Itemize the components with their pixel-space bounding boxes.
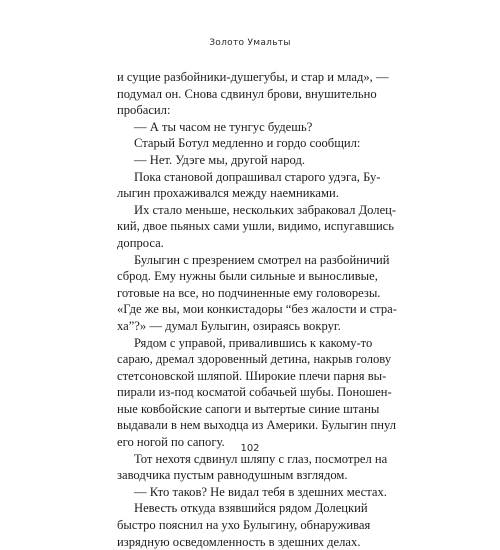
text-line: кий, двое пьяных сами ушли, видимо, испугавшись (117, 219, 395, 234)
text-line: стетсоновской шляпой. Широкие плечи парня вы- (117, 368, 387, 383)
text-line: лыгин прохаживался между наемниками. (117, 186, 339, 201)
text-line: Пока становой допрашивал старого удэга, Бу- (134, 169, 381, 184)
text-line: «Где же вы, мои конкистадоры “без жалости и стра- (117, 302, 397, 317)
text-line: сараю, дремал здоровенный детина, накрыв голову (117, 352, 392, 367)
text-line: сброд. Ему нужны были сильные и выносливые, (117, 269, 378, 284)
text-line: готовые на все, но подчиненные ему головорезы. (117, 285, 381, 300)
text-line: ха”?» — думал Булыгин, озираясь вокруг. (117, 318, 341, 333)
text-line: его ногой по сапогу. (117, 435, 225, 450)
text-line: Старый Ботул медленно и гордо сообщил: (134, 136, 361, 151)
text-line: допроса. (117, 235, 164, 250)
text-line: Рядом с управой, привалившись к какому-то (134, 335, 373, 350)
text-line: подумал он. Снова сдвинул брови, внушительно (117, 86, 377, 101)
text-line: пирали из-под косматой собачьей шубы. Поношен- (117, 385, 392, 400)
text-line: Булыгин с презрением смотрел на разбойничий (134, 252, 390, 267)
text-line: заводчика пустым равнодушным взглядом. (117, 468, 348, 483)
text-line: Тот нехотя сдвинул шляпу с глаз, посмотрел на (134, 451, 388, 466)
text-line: выдавали в нем выходца из Америки. Булыгин пнул (117, 418, 397, 433)
text-line: — А ты часом не тунгус будешь? (134, 119, 313, 134)
text-line: Их стало меньше, нескольких забраковал Долец- (134, 202, 397, 217)
text-line: — Нет. Удэге мы, другой народ. (134, 152, 306, 167)
text-line: изрядную осведомленность в здешних делах. (117, 534, 361, 549)
page-number: 102 (240, 443, 260, 454)
running-header: Золото Умальты (209, 38, 291, 48)
text-line: и сущие разбойники-душегубы, и стар и млад», — (117, 70, 389, 84)
text-line: быстро пояснил на ухо Булыгину, обнаруживая (117, 518, 371, 533)
text-line: пробасил: (117, 103, 171, 118)
text-line: — Кто таков? Не видал тебя в здешних местах. (134, 484, 387, 499)
text-line: Невесть откуда взявшийся рядом Долецкий (134, 501, 368, 516)
body-text (117, 69, 397, 550)
text-line: ные ковбойские сапоги и вытертые синие штаны (117, 401, 380, 416)
